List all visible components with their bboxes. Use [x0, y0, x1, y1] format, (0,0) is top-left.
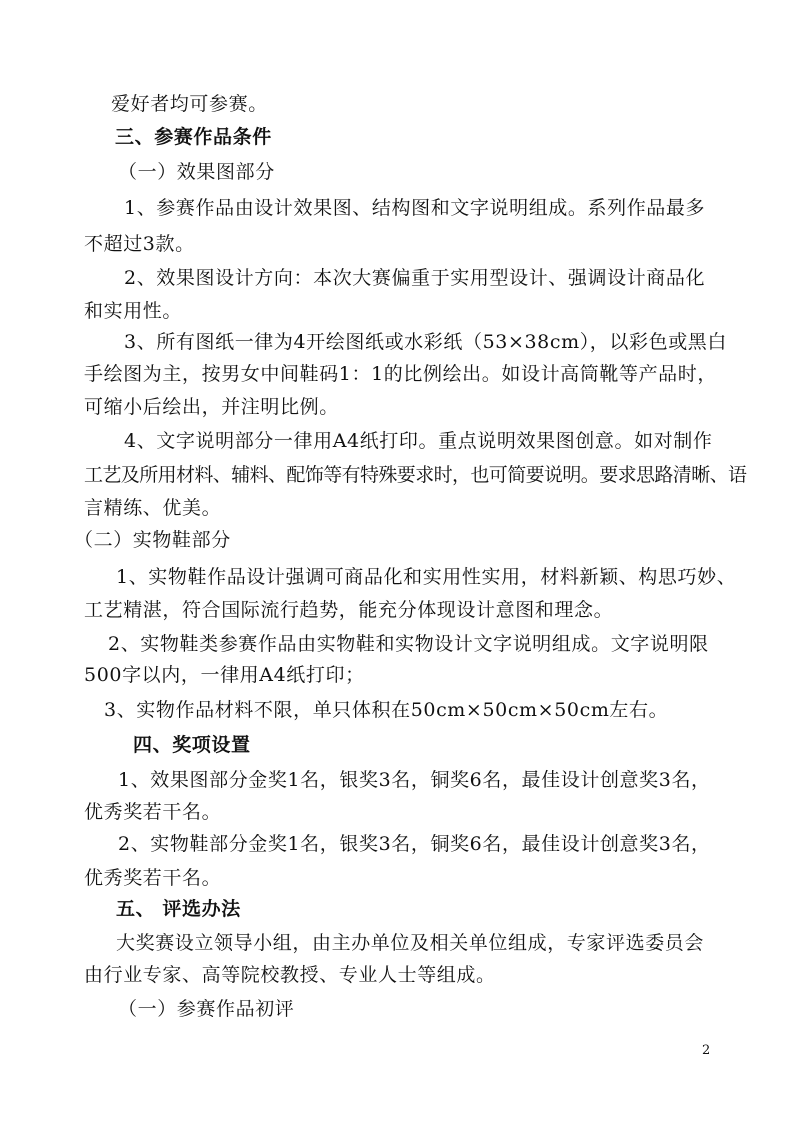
- body-line: 和实用性。: [84, 300, 183, 322]
- body-line: 言精练、优美。: [84, 497, 222, 519]
- body-line: 500字以内，一律用A4纸打印；: [84, 664, 365, 686]
- page-number: 2: [702, 1043, 711, 1058]
- body-line: 2、实物鞋部分金奖1名，银奖3名，铜奖6名，最佳设计创意奖3名，: [118, 833, 711, 855]
- body-line: 3、实物作品材料不限，单只体积在50cm×50cm×50cm左右。: [104, 699, 669, 721]
- body-line: 3、所有图纸一律为4开绘图纸或水彩纸（53×38cm），以彩色或黑白: [124, 331, 728, 353]
- body-line: 2、实物鞋类参赛作品由实物鞋和实物设计文字说明组成。文字说明限: [108, 633, 709, 655]
- subsection-heading: （一）参赛作品初评: [118, 998, 295, 1020]
- body-line: 1、效果图部分金奖1名，银奖3名，铜奖6名，最佳设计创意奖3名，: [118, 769, 711, 791]
- body-line: 优秀奖若干名。: [84, 867, 222, 889]
- subsection-heading: （二）实物鞋部分: [74, 529, 231, 551]
- body-line: 工艺及所用材料、辅料、配饰等有特殊要求时，也可简要说明。要求思路清晰、语: [84, 464, 747, 486]
- body-line: 1、实物鞋作品设计强调可商品化和实用性实用，材料新颖、构思巧妙、: [116, 566, 737, 588]
- body-line: 爱好者均可参赛。: [111, 93, 268, 115]
- section-heading: 五、 评选办法: [116, 898, 241, 920]
- body-line: 优秀奖若干名。: [84, 801, 222, 823]
- body-line: 大奖赛设立领导小组，由主办单位及相关单位组成，专家评选委员会: [116, 932, 705, 954]
- body-line: 工艺精湛，符合国际流行趋势，能充分体现设计意图和理念。: [84, 599, 614, 621]
- body-line: 由行业专家、高等院校教授、专业人士等组成。: [84, 964, 496, 986]
- body-line: 1、参赛作品由设计效果图、结构图和文字说明组成。系列作品最多: [124, 197, 706, 219]
- body-line: 2、效果图设计方向：本次大赛偏重于实用型设计、强调设计商品化: [124, 267, 706, 289]
- body-line: 手绘图为主，按男女中间鞋码1：1的比例绘出。如设计高筒靴等产品时，: [84, 363, 717, 385]
- body-line: 4、文字说明部分一律用A4纸打印。重点说明效果图创意。如对制作: [124, 430, 713, 452]
- body-line: 可缩小后绘出，并注明比例。: [84, 396, 339, 418]
- body-line: 不超过3款。: [84, 233, 195, 255]
- subsection-heading: （一）效果图部分: [118, 161, 275, 183]
- section-heading: 四、奖项设置: [133, 734, 251, 756]
- section-heading: 三、参赛作品条件: [115, 126, 272, 148]
